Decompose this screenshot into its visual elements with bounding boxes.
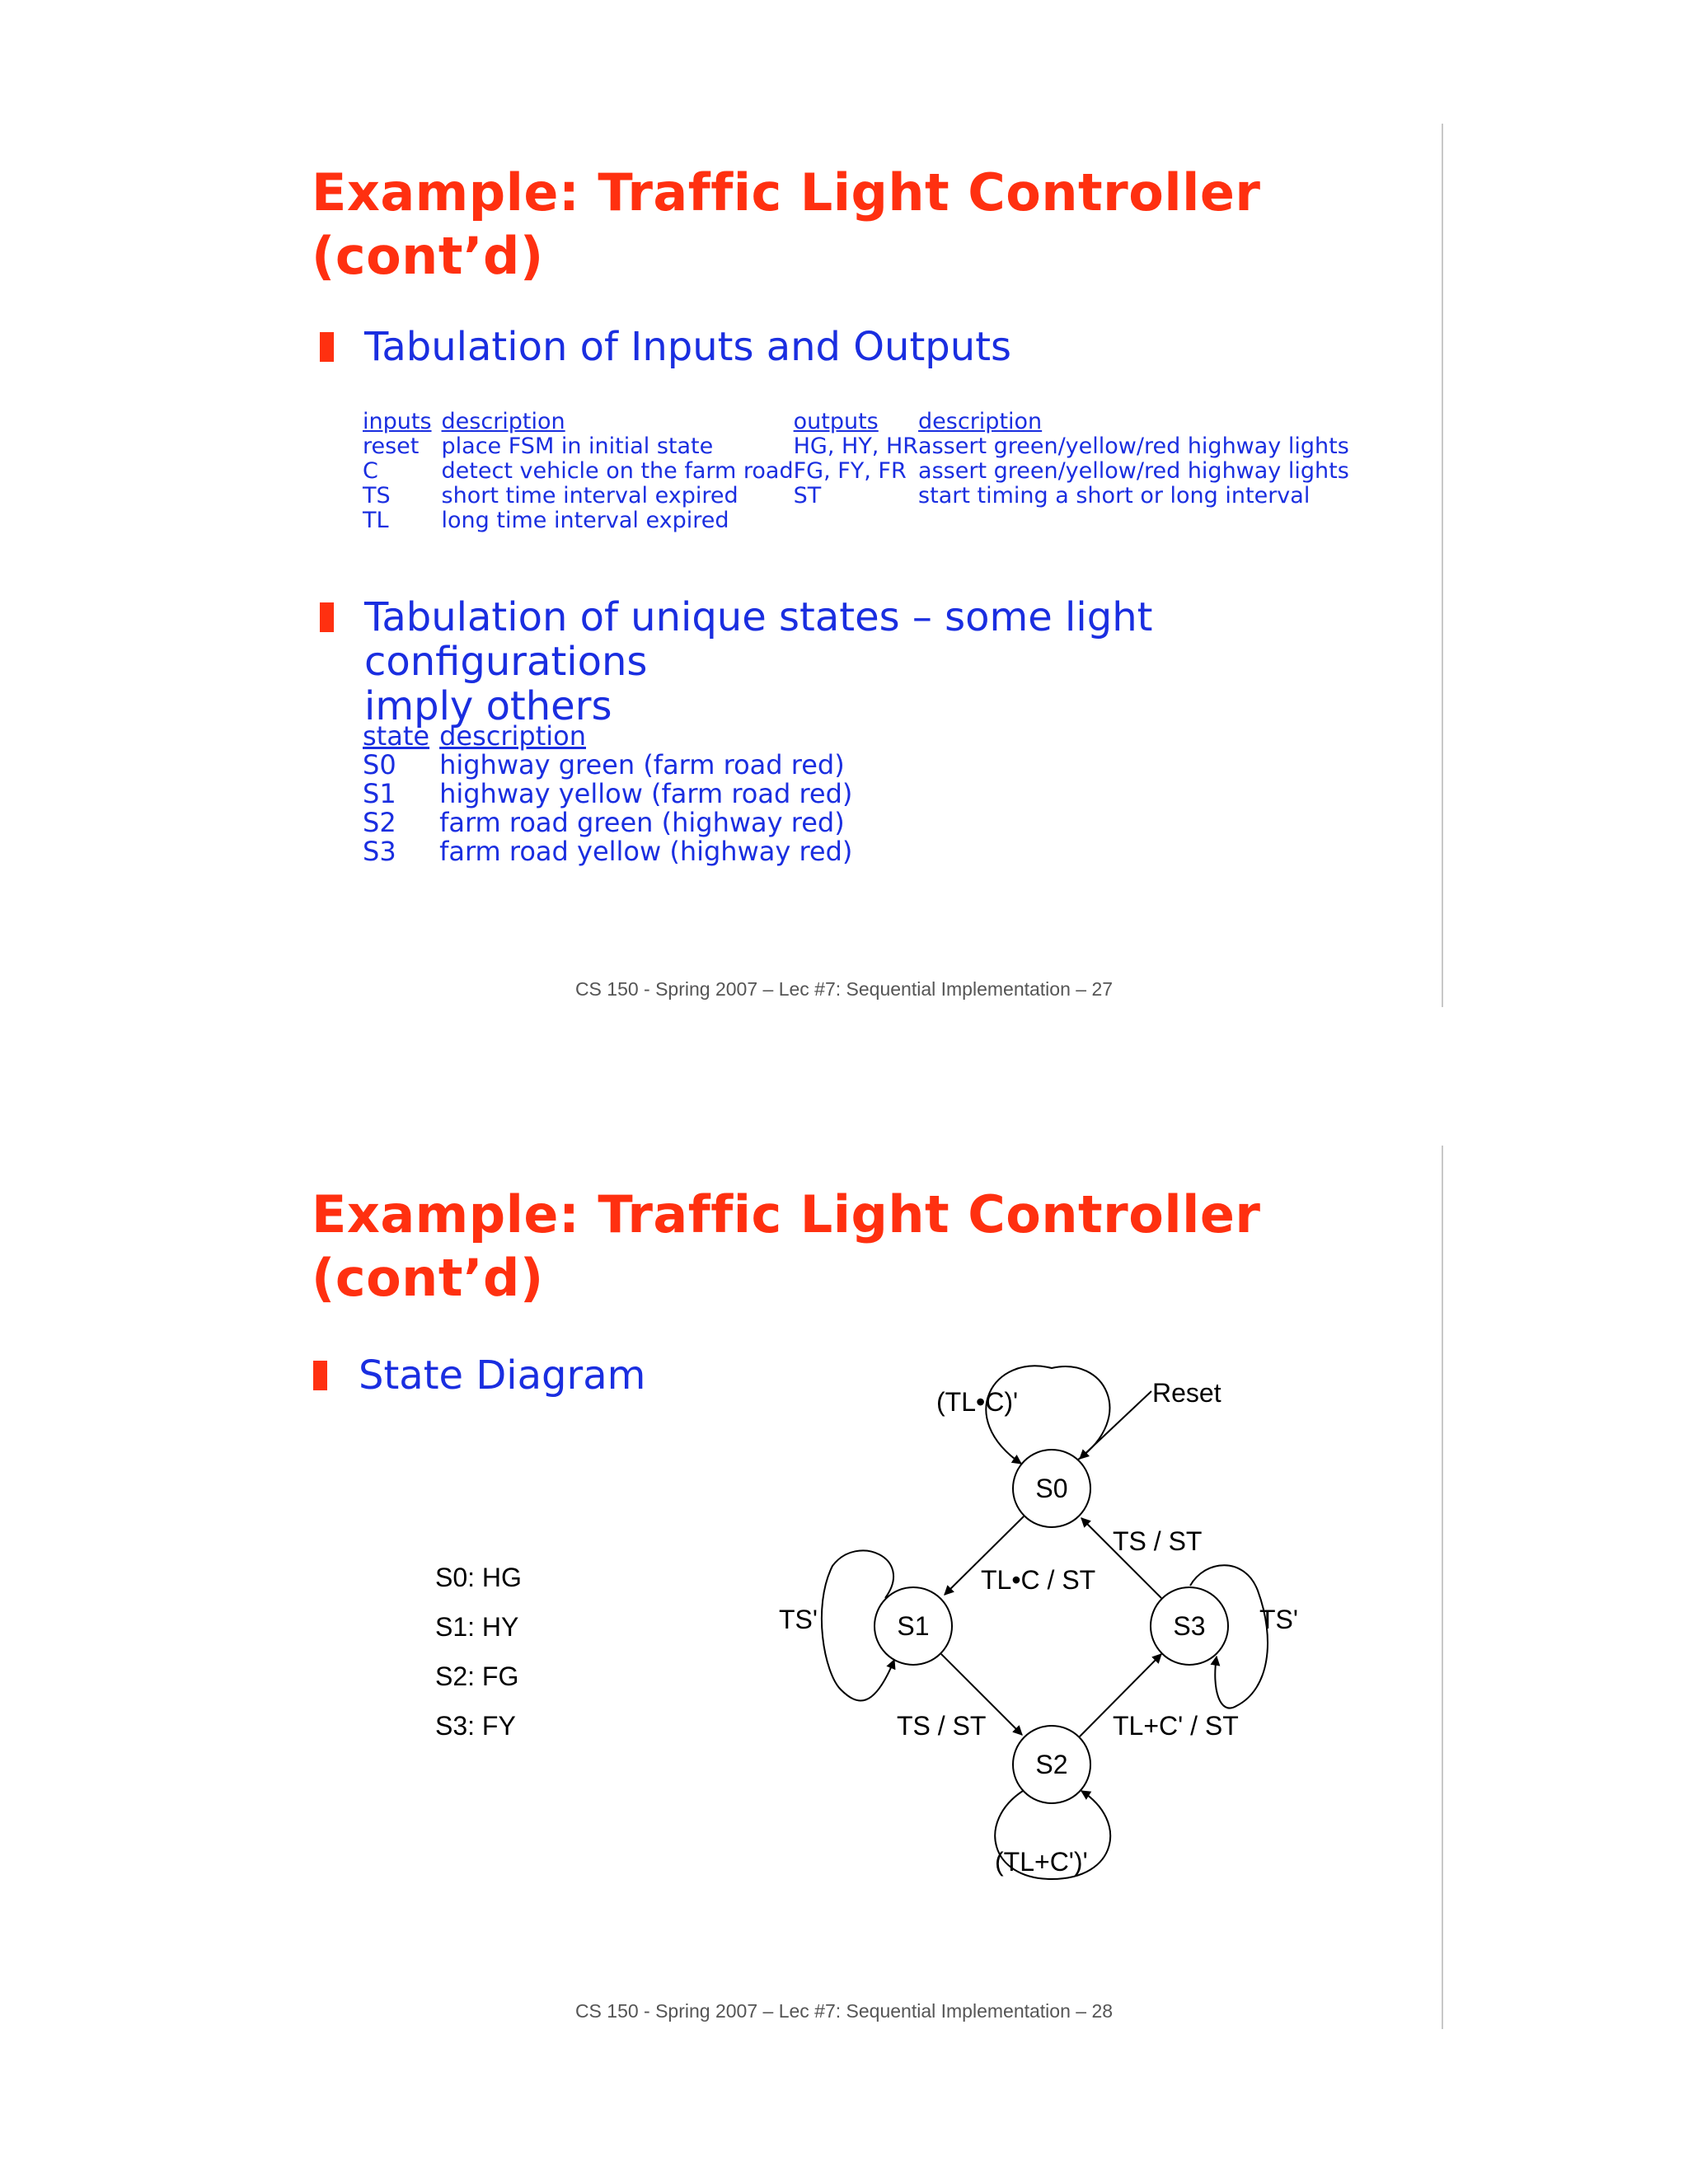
cell: assert green/yellow/red highway lights [918, 434, 1349, 459]
cell: S3 [363, 836, 396, 867]
table-row [363, 509, 1349, 533]
edge-label-s0-loop: (TL•C)' [936, 1387, 1019, 1417]
cell: start timing a short or long interval [918, 483, 1311, 509]
edge-label-reset: Reset [1152, 1378, 1221, 1408]
table-row [363, 780, 852, 808]
state-label-s0: S0 [1035, 1474, 1068, 1503]
title-line-1: Example: Traffic Light Controller [312, 1184, 1261, 1244]
bullet-state-diagram: State Diagram [359, 1352, 646, 1399]
cell: S0 [363, 749, 396, 780]
edge-label-s1-loop: TS' [779, 1605, 818, 1634]
table-row [363, 434, 1349, 459]
io-table [363, 410, 1349, 533]
slide-footer: CS 150 - Spring 2007 – Lec #7: Sequential Implementation – 28 [574, 2000, 1114, 2022]
edge-label-s2-loop: (TL+C')' [995, 1847, 1088, 1877]
table-header-row [363, 722, 852, 751]
cell [918, 509, 1349, 533]
loop-s1 [822, 1550, 894, 1700]
legend-item: S2: FG [435, 1661, 519, 1691]
state-label-s2: S2 [1035, 1750, 1068, 1779]
table-header-row [363, 410, 1349, 434]
bullet-states-line-2: imply others [364, 683, 612, 729]
cell: highway green (farm road red) [439, 749, 845, 780]
cell: TS [363, 483, 391, 509]
cell: S1 [363, 778, 396, 809]
legend-item: S1: HY [435, 1612, 519, 1642]
bullet-states-line-1: Tabulation of unique states – some light configurations [364, 594, 1153, 685]
cell: long time interval expired [441, 508, 729, 533]
table-row [363, 808, 852, 837]
cell: farm road yellow (highway red) [439, 836, 853, 867]
cell: S2 [363, 807, 396, 838]
table-row [363, 837, 852, 866]
cell: farm road green (highway red) [439, 807, 845, 838]
cell [794, 509, 918, 533]
state-label-s1: S1 [897, 1611, 930, 1641]
slide-footer: CS 150 - Spring 2007 – Lec #7: Sequential Implementation – 27 [574, 978, 1114, 1000]
bullet-marker [320, 332, 334, 362]
col-header-description: description [439, 720, 586, 752]
cell: short time interval expired [441, 483, 738, 509]
slide-27 [0, 0, 1688, 1030]
slide-28 [0, 1096, 1688, 2126]
cell: highway yellow (farm road red) [439, 778, 853, 809]
bullet-marker [320, 602, 334, 632]
col-header-description: description [441, 409, 565, 434]
edge-label-s0-s1: TL•C / ST [981, 1565, 1096, 1595]
cell: reset [363, 434, 420, 459]
cell: TL [363, 508, 389, 533]
table-row [363, 459, 1349, 484]
col-header-state: state [363, 720, 430, 752]
cell: C [363, 458, 378, 484]
cell: detect vehicle on the farm road [441, 458, 794, 484]
legend-item: S0: HG [435, 1563, 522, 1592]
state-table [363, 722, 852, 866]
edge-label-s3-s0: TS / ST [1113, 1526, 1203, 1556]
bullet-io: Tabulation of Inputs and Outputs [364, 324, 1012, 370]
bullet-states [364, 595, 1436, 729]
edge-label-s3-loop: TS' [1259, 1605, 1298, 1634]
edge-label-s1-s2: TS / ST [897, 1711, 987, 1741]
legend-item: S3: FY [435, 1711, 516, 1741]
state-diagram [0, 1096, 1688, 2126]
cell: assert green/yellow/red highway lights [918, 458, 1349, 484]
title-line-2: (cont’d) [312, 1248, 544, 1308]
col-header-inputs: inputs [363, 409, 432, 434]
cell: FG, FY, FR [793, 458, 907, 484]
cell: ST [793, 483, 822, 509]
cell: HG, HY, HR [793, 434, 919, 459]
table-row [363, 484, 1349, 509]
slide-title [312, 161, 1408, 288]
state-label-s3: S3 [1173, 1611, 1206, 1641]
cell: place FSM in initial state [441, 434, 714, 459]
title-line-2: (cont’d) [312, 226, 544, 286]
title-line-1: Example: Traffic Light Controller [312, 162, 1261, 223]
slide-border [1442, 124, 1443, 1007]
col-header-description: description [918, 409, 1043, 434]
table-row [363, 751, 852, 780]
edge-label-s2-s3: TL+C' / ST [1113, 1711, 1239, 1741]
col-header-outputs: outputs [793, 409, 879, 434]
